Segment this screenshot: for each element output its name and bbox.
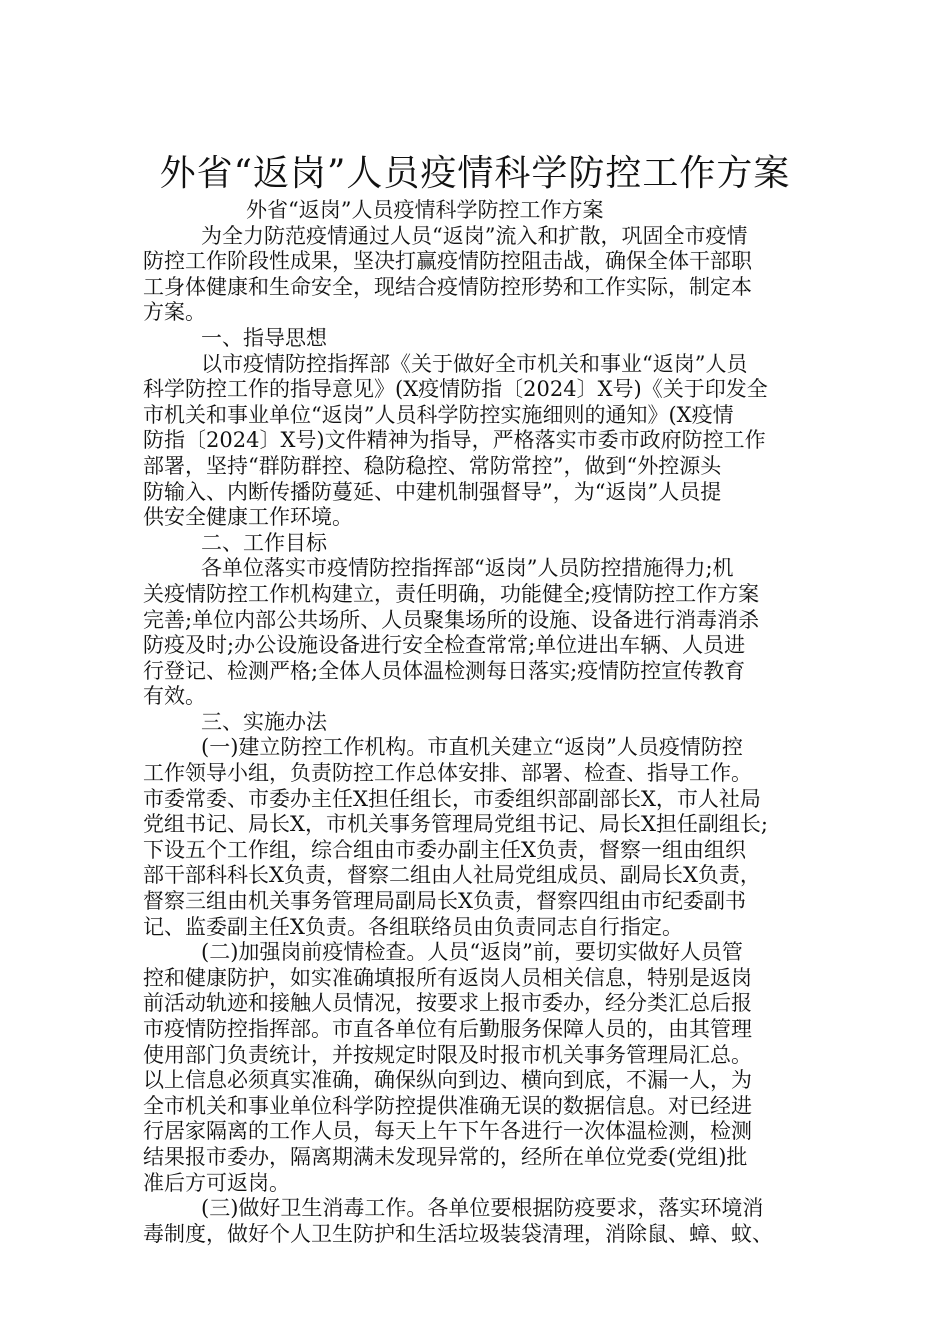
text-line: 科学防控工作的指导意见》(X疫情防指〔2024〕X号)《关于印发全 bbox=[143, 377, 768, 402]
text-line: 有效。 bbox=[143, 684, 206, 709]
text-line: 记、监委副主任X负责。各组联络员由负责同志自行指定。 bbox=[143, 914, 683, 939]
text-line: 为全力防范疫情通过人员“返岗”流入和扩散，巩固全市疫情 bbox=[201, 223, 748, 248]
section-heading: 一、指导思想 bbox=[201, 325, 327, 350]
text-line: 下设五个工作组，综合组由市委办副主任X负责，督察一组由组织 bbox=[143, 837, 746, 862]
text-line: 控和健康防护，如实准确填报所有返岗人员相关信息，特别是返岗 bbox=[143, 965, 752, 990]
text-line: 结果报市委办，隔离期满未发现异常的，经所在单位党委(党组)批 bbox=[143, 1144, 748, 1169]
text-line: 完善;单位内部公共场所、人员聚集场所的设施、设备进行消毒消杀 bbox=[143, 607, 760, 632]
text-line: 督察三组由机关事务管理局副局长X负责，督察四组由市纪委副书 bbox=[143, 889, 746, 914]
text-line: 行登记、检测严格;全体人员体温检测每日落实;疫情防控宣传教育 bbox=[143, 658, 746, 683]
text-line: 工身体健康和生命安全，现结合疫情防控形势和工作实际，制定本 bbox=[143, 274, 752, 299]
text-line: (三)做好卫生消毒工作。各单位要根据防疫要求，落实环境消 bbox=[201, 1196, 764, 1221]
document-subtitle: 外省“返岗”人员疫情科学防控工作方案 bbox=[246, 198, 604, 222]
document-body bbox=[143, 198, 815, 1247]
text-line: (一)建立防控工作机构。市直机关建立“返岗”人员疫情防控 bbox=[201, 735, 743, 760]
text-line: (二)加强岗前疫情检查。人员“返岗”前，要切实做好人员管 bbox=[201, 940, 743, 965]
text-line: 以上信息必须真实准确，确保纵向到边、横向到底，不漏一人，为 bbox=[143, 1068, 752, 1093]
text-line: 防指〔2024〕X号)文件精神为指导，严格落实市委市政府防控工作 bbox=[143, 428, 766, 453]
section-heading: 三、实施办法 bbox=[201, 709, 327, 734]
text-line: 准后方可返岗。 bbox=[143, 1170, 290, 1195]
text-line: 防控工作阶段性成果，坚决打赢疫情防控阻击战，确保全体干部职 bbox=[143, 249, 752, 274]
text-line: 前活动轨迹和接触人员情况，按要求上报市委办，经分类汇总后报 bbox=[143, 991, 752, 1016]
text-line: 市委常委、市委办主任X担任组长，市委组织部副部长X，市人社局 bbox=[143, 786, 761, 811]
text-line: 毒制度，做好个人卫生防护和生活垃圾装袋清理，消除鼠、蟑、蚊、 bbox=[143, 1221, 773, 1246]
text-line: 防输入、内断传播防蔓延、中建机制强督导”，为“返岗”人员提 bbox=[143, 479, 722, 504]
text-line: 各单位落实市疫情防控指挥部“返岗”人员防控措施得力;机 bbox=[201, 556, 734, 581]
document-title: 外省“返岗”人员疫情科学防控工作方案 bbox=[159, 153, 791, 195]
text-line: 防疫及时;办公设施设备进行安全检查常常;单位进出车辆、人员进 bbox=[143, 633, 746, 658]
text-line: 供安全健康工作环境。 bbox=[143, 505, 353, 530]
text-line: 市机关和事业单位“返岗”人员科学防控实施细则的通知》(X疫情 bbox=[143, 402, 734, 427]
text-line: 使用部门负责统计，并按规定时限及时报市机关事务管理局汇总。 bbox=[143, 1042, 752, 1067]
text-line: 全市机关和事业单位科学防控提供准确无误的数据信息。对已经进 bbox=[143, 1093, 752, 1118]
text-line: 关疫情防控工作机构建立，责任明确，功能健全;疫情防控工作方案 bbox=[143, 581, 760, 606]
text-line: 工作领导小组，负责防控工作总体安排、部署、检查、指导工作。 bbox=[143, 761, 752, 786]
text-line: 行居家隔离的工作人员，每天上午下午各进行一次体温检测，检测 bbox=[143, 1119, 752, 1144]
section-heading: 二、工作目标 bbox=[201, 530, 327, 555]
text-line: 部署，坚持“群防群控、稳防稳控、常防常控”，做到“外控源头 bbox=[143, 453, 722, 478]
text-line: 以市疫情防控指挥部《关于做好全市机关和事业“返岗”人员 bbox=[201, 351, 748, 376]
text-line: 党组书记、局长X，市机关事务管理局党组书记、局长X担任副组长; bbox=[143, 812, 768, 837]
text-line: 部干部科科长X负责，督察二组由人社局党组成员、副局长X负责， bbox=[143, 863, 761, 888]
text-line: 方案。 bbox=[143, 300, 206, 325]
text-line: 市疫情防控指挥部。市直各单位有后勤服务保障人员的，由其管理 bbox=[143, 1017, 752, 1041]
